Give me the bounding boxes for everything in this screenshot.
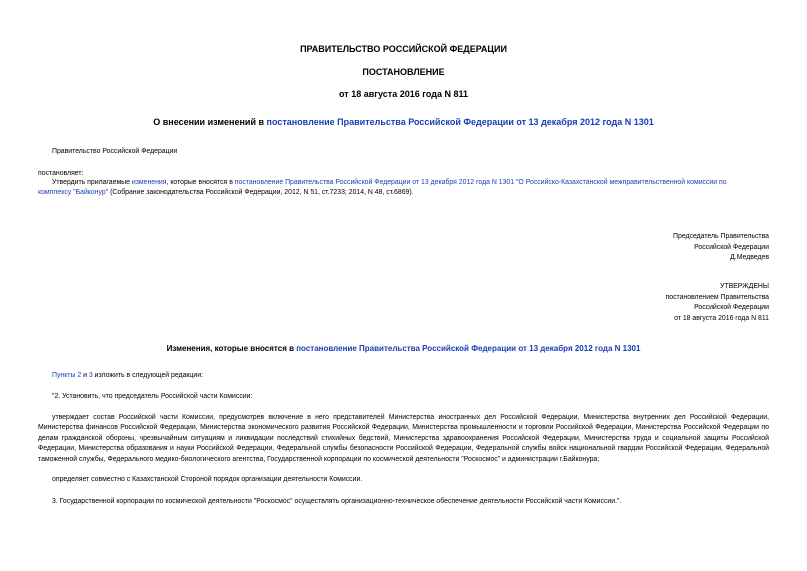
changes-link[interactable]: изменения (131, 179, 167, 186)
changes-title-link[interactable]: постановление Правительства Российской Федерации от 13 декабря 2012 года N 1301 (296, 344, 641, 353)
document-title (0, 117, 807, 127)
intro-text: Правительство Российской Федерации (52, 148, 178, 155)
approval-word: УТВЕРЖДЕНЫ (720, 283, 769, 290)
item-3-paragraph: 3. Государственной корпорации по космической деятельности "Роскосмос" осуществлять организационно-техническое обеспечение деятельности Российской части Комиссии.". (52, 498, 622, 505)
signature-name: Д.Медведев (730, 254, 769, 261)
decree-word: постановляет: (38, 170, 84, 177)
decree-1301-link-cont[interactable]: комплексу "Байконур" (38, 189, 109, 196)
decree-1301-link[interactable]: постановление Правительства Российской Федерации от 13 декабря 2012 года N 1301 "О Российско-Казахстанской межправительственной комиссии по (234, 179, 727, 186)
approval-date: от 18 августа 2016 года N 811 (674, 314, 769, 322)
signature-country: Российской Федерации (694, 243, 769, 251)
document-type: ПОСТАНОВЛЕНИЕ (362, 67, 445, 77)
document-title-link[interactable]: постановление Правительства Российской Федерации от 13 декабря 2012 года N 1301 (266, 117, 654, 127)
signature-position: Председатель Правительства (673, 233, 769, 240)
document-title-prefix: О внесении изменений в (153, 117, 267, 127)
government-heading: ПРАВИТЕЛЬСТВО РОССИЙСКОЙ ФЕДЕРАЦИИ (300, 44, 507, 54)
approve-paragraph-line1: Утвердить прилагаемые изменения, которые вносятся в постановление Правительства Российской Федерации от 13 декабря 2012 года N 1301 "О Российско-Казахстанской межправительственной комиссии по (52, 179, 727, 186)
item-2-coordination: определяет совместно с Казахстанской Стороной порядок организации деятельности Комиссии. (52, 476, 363, 483)
item-2-approves-paragraph: утверждает состав Российской части Комиссии, предусмотрев включение в него представителей Министерства иностранных дел Российской Федерации, Министерства внутренних дел Российской Федерации, Министерства финансов Российской Федерации, Министерства экономического развития Российской Федерации, Министерства промышленности и торговли Российской Федерации, Министерства Российской Федерации по делам гражданской обороны, чрезвычайным ситуациям и ликвидации последствий стихийных бедствий, Министерства здравоохранения Российской Федерации, Министерства труда и социальной защиты Российской Федерации, Министерства образования и науки Российской Федерации, Федеральной службы безопасности Российской Федерации, Федеральной службы войск национальной гвардии Российской Федерации, Федеральной таможенной службы, Федерального медико-биологического агентства, Государственной корпорации по космической деятельности "Роскосмос" и администрации г.Байконура; (38, 414, 769, 463)
approval-country: Российской Федерации (694, 304, 769, 311)
document-date-number: от 18 августа 2016 года N 811 (339, 89, 468, 99)
item-2-heading: "2. Установить, что председатель Российской части Комиссии: (52, 393, 253, 400)
points-paragraph: Пункты 2 и 3 изложить в следующей редакции: (52, 372, 203, 379)
changes-title (0, 344, 807, 353)
approval-block (666, 282, 770, 324)
approval-by: постановлением Правительства (665, 293, 769, 301)
changes-title-prefix: Изменения, которые вносятся в (166, 344, 297, 353)
signature-block (673, 232, 769, 264)
approve-paragraph-line2: комплексу "Байконур" (Собрание законодательства Российской Федерации, 2012, N 51, ст.7233; 2014, N 48, ст.6869). (38, 189, 414, 196)
point-2-link[interactable]: Пункты 2 (52, 372, 82, 379)
point-3-link[interactable]: 3 (88, 372, 93, 379)
